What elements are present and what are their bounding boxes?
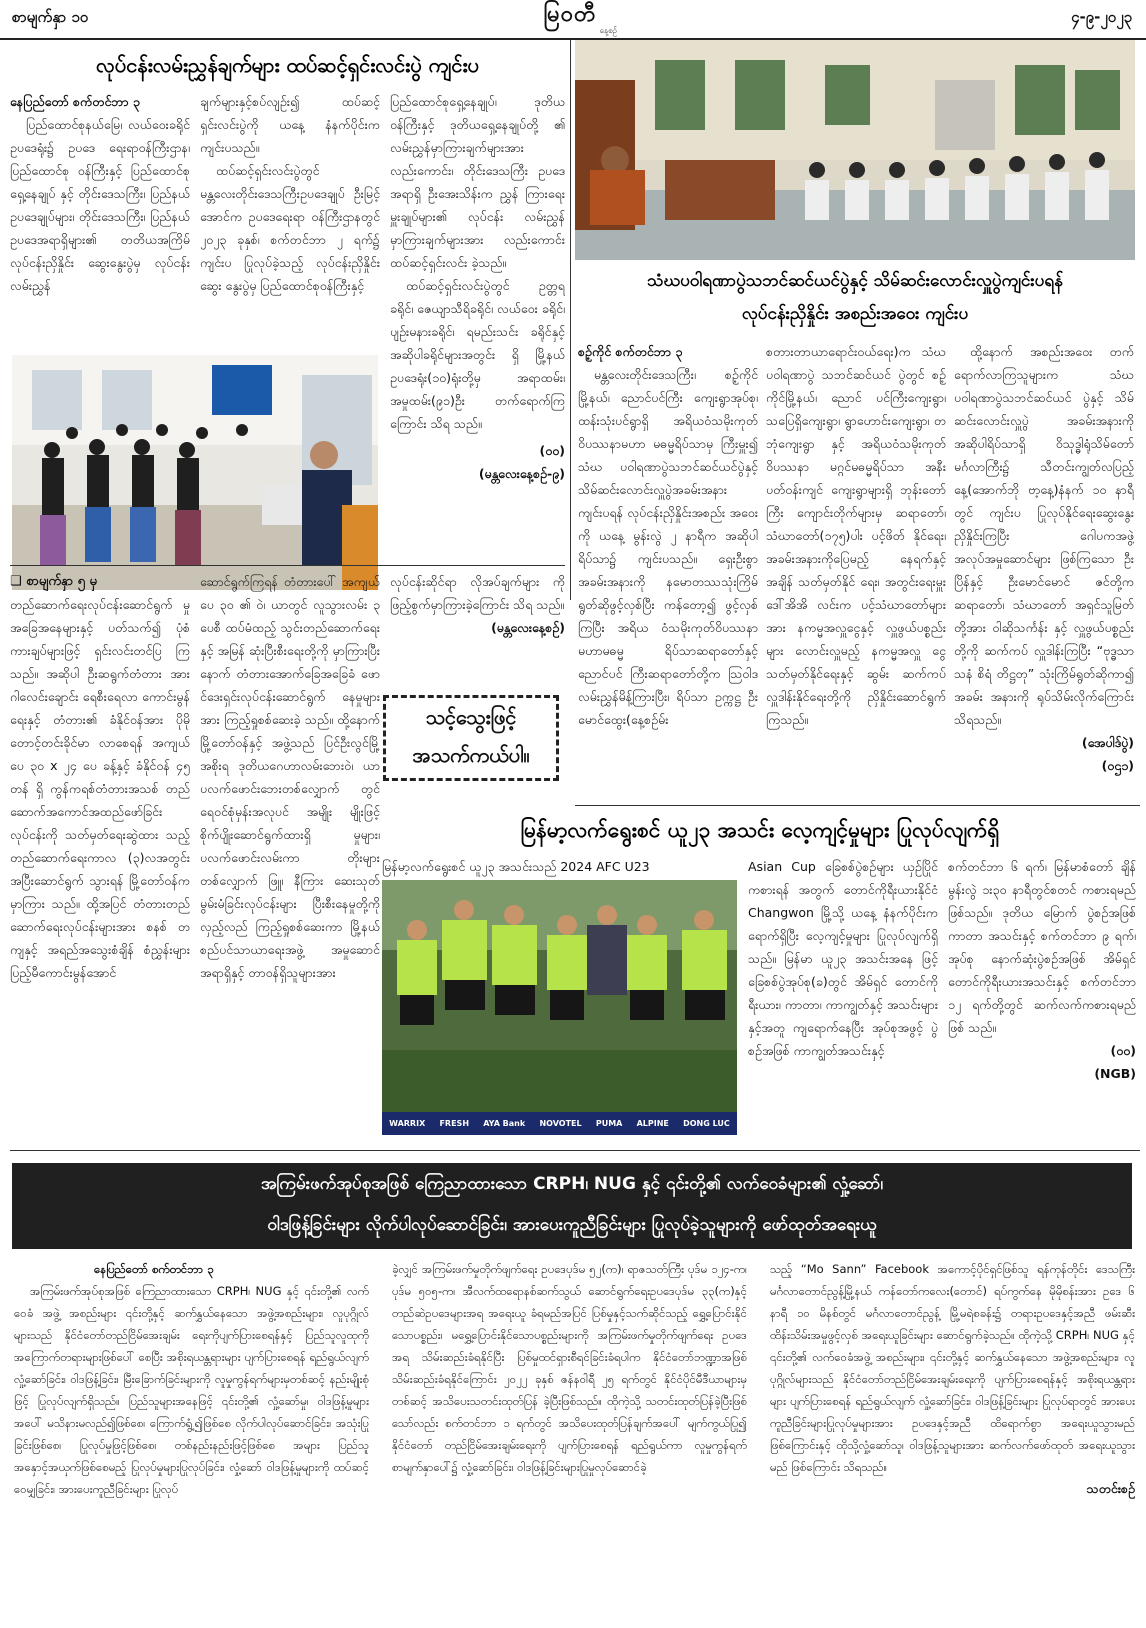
story2-column-2 [766,340,946,800]
story1-headline: လုပ်ငန်းလမ်းညွှန်ချက်များ ထပ်ဆင့်ရှင်းလင်းပွဲ ကျင်းပ [96,53,479,77]
story1-column-2 [200,90,380,350]
story1-cont-col1-text: တည်ဆောက်ရေးလုပ်ငန်းဆောင်ရွက် မှု အခြေအနေများနှင့် ပတ်သက်၍ ပုံစံကားချပ်များဖြင့် ရှင်းလင်းတင်ပြ ကြသည်။ အဆိုပါ ဦးဆရွက်တံတား အား ဂါလေင်းချောင်း ရေစီးရေလာ ကောင်းမွန်ရေးနှင့် တံတား၏ ခံနိုင်ဝန်အား ပိုမိုတောင့်တင်းခိုင်မာ လာစေရန် အကျယ် ပေ ၃၀ x ၂၄ ပေ ခန့်နှင့် ခံနိုင်ဝန် ၄၅ တန် ရှိ ကွန်ကရစ်တံတားအသစ် တည် ဆောက်အကောင်အထည်ဖော်ခြင်း လုပ်ငန်းကို သတ်မှတ်ရေးဆွဲထား သည့် တည်ဆောက်ရေးကာလ (၃)လအတွင်း အပြီးဆောင်ရွက် သွားရန် မြို့တော်ဝန်က မှာကြား သည်။ ထို့အပြင် တံတားတည် ဆောက်ရေးလုပ်ငန်းများအား စနစ် တကျနှင့် အရည်အသွေးစံချိန် စံညွှန်းများ ပြည့်မီကောင်းမွန်အောင် [10,597,190,980]
story1-col1-text: ပြည်ထောင်စုနယ်မြေ၊ လယ်ဝေးခရိုင် ဥပဒေရုံး၌ ဥပဒေ ရေးရာဝန်ကြီးဌာန၊ ပြည်ထောင်စု ဝန်ကြီးနှင့် ပြည်ထောင်စုရှေ့နေချုပ် နှင့် တိုင်းဒေသကြီး၊ ပြည်နယ် ဥပဒေချုပ်များ၊ တိုင်းဒေသကြီး၊ ပြည်နယ်ဥပဒေအရာရှိများ၏ တတိယအကြိမ် လုပ်ငန်းညှိနှိုင်း ဆွေးနွေးပွဲမှ လုပ်ငန်းလမ်းညွှန် [10,117,190,293]
sponsor-6: ALPINE [636,1119,669,1128]
story4-column-2 [392,1258,747,1623]
sponsor-1: WARRIX [389,1119,426,1128]
story4-col1-text: အကြမ်းဖက်အုပ်စုအဖြစ် ကြေညာထားသော CRPH၊ NUG နှင့် ၎င်းတို့၏ လက်ဝေခံ အဖွဲ့ အစည်းများ ၎င်းတို့နှင့် ဆက်နွှယ်နေသော အဖွဲ့အစည်းများ၊ လူပုဂ္ဂိုလ်များသည် နိုင်ငံတော်တည်ငြိမ်အေးချမ်း ရေးကိုပျက်ပြားစေရန်နှင့် ပြည်သူလူထုကို အကြောက်တရားများဖြစ်ပေါ် စေပြီး အစိုးရယန္တရားများ ပျက်ပြားစေရန် ရည်ရွယ်လျက် လှုံ့ဆော်ခြင်း၊ ဝါဒဖြန့်ခြင်း၊ မြီးခြောက်ခြင်းများကို လူမှုကွန်ရက်များမှတစ်ဆင့် နည်းမျိုးစုံဖြင့် ပြုလုပ်လျက်ရှိသည်။ ပြည်သူများအနေဖြင့် ၎င်းတို့၏ လှုံ့ဆော်မှု၊ ဝါဒဖြန့်မှုများအပေါ် မသိနားမလည်၍ဖြစ်စေ၊ ကြောက်ရွံ့၍ဖြစ်စေ လိုက်ပါလုပ်ဆောင်ခြင်း၊ အသုံးပြုခြင်းဖြစ်စေ၊ ပြုလုပ်မှုဖြင့်ဖြစ်စေ၊ တစ်နည်းနည်းဖြင့်ဖြစ်စေ အများ ပြည်သူ အနှောင့်အယှက်ဖြစ်စေမည့် ပြုလုပ်မှုများပြုလုပ်ခြင်း၊ လှုံ့ဆော် ဝါဒဖြန့်မှုများကို ထပ်ဆင့်ဝေမျှခြင်း၊ အားပေးကူညီခြင်းများ ပြုလုပ် [14,1284,369,1496]
story1-col3b-text: ထပ်ဆင့်ရှင်းလင်းပွဲတွင် ဥတ္တရ ခရိုင်၊ ဇေယျာသီရိခရိုင်၊ လယ်ဝေး ခရိုင်၊ ပျဉ်းမနားခရိုင်၊ ရမည်းသင်း ခရိုင်နှင့် အဆိုပါခရိုင်များအတွင်း ရှိ မြို့နယ်ဥပဒေရုံး(၁၀)ရုံးတို့မှ အရာထမ်း၊ အမှုထမ်း(၉၁)ဦး တက်ရောက်ကြကြောင်း သိရ သည်။ [390,278,565,431]
story4-column-3 [770,1258,1135,1623]
story3-intro [382,855,742,880]
story4-dateline: နေပြည်တော် စက်တင်ဘာ ၃ [94,1262,214,1276]
story4-col3-text: သည့် “Mo Sann” Facebook အကောင့်ပိုင်ရှင်ဖြစ်သူ ရန်ကုန်တိုင်း ဒေသကြီး မင်္ဂလာတောင်ညွန့်မြို့နယ် ကန်တော်ကလေး(တောင်) ရပ်ကွက်နေ မိုမိုစန်းအား ဥဒေ ၆ နာရီ ၁၀ မိနစ်တွင် မင်္ဂလာတောင်ညွန့် မြို့မရဲစခန်း၌ တရားဥပဒေနှင့်အညီ ဖမ်းဆီးထိန်းသိမ်းအမှုဖွင့်လှစ် အရေးယူခြင်းများ ဆောင်ရွက်ခဲ့သည်။ ထိုကဲ့သို့ CRPH၊ NUG နှင့် ၎င်းတို့၏ လက်ဝေခံအဖွဲ့ အစည်းများ၊ ၎င်းတို့နှင့် ဆက်နွှယ်နေသော အဖွဲ့အစည်းများ၊ လူပုဂ္ဂိုလ်များသည် နိုင်ငံတော်တည်ငြိမ်အေးချမ်းရေးကို ပျက်ပြားစေရန်နှင့် အစိုးရယန္တရား များ ပျက်ပြားစေရန် ရည်ရွယ်လျက် လှုံ့ဆော်ခြင်း၊ ဝါဒဖြန့်ခြင်းများ ပြုလုပ်ရာတွင် အားပေးကူညီခြင်းများပြုလုပ်မှုများအား ဥပဒေနှင့်အညီ ထိရောက်စွာ အရေးယူသွားမည်ဖြစ်ကြောင်းနှင့် ထိုသို့လှုံ့ဆော်သူ၊ ဝါဒဖြန့်သူများအား ဆက်လက်ဖော်ထုတ် အရေးယူသွားမည် ဖြစ်ကြောင်း သိရသည်။ [770,1262,1135,1474]
story1-cont-column-1 [10,570,190,1050]
story1-col3a-text: ပြည်ထောင်စုရှေ့နေချုပ်၊ ဒုတိယ ဝန်ကြီးနှင့် ဒုတိယရှေ့နေချုပ်တို့ ၏ လမ်းညွှန်မှာကြားချက်များအား လည်းကောင်း၊ တိုင်းဒေသကြီး ဥပဒေအရာရှိ ဦးအေးသိန်းက ညွှန် ကြားရေးမှူးချုပ်များ၏ လုပ်ငန်း လမ်းညွှန်မှာကြားချက်များအား လည်းကောင်း ထပ်ဆင့်ရှင်းလင်း ခဲ့သည်။ [390,94,565,270]
story2-photo [575,40,1135,260]
story3-headline: မြန်မာ့လက်ရွေးစင် ယူ၂၃ အသင်း လေ့ကျင့်မှုများ ပြုလုပ်လျက်ရှိ [520,818,1000,842]
story1-column-3 [390,90,565,555]
banner-line-1: အကြမ်းဖက်အုပ်စုအဖြစ် ကြေညာထားသော CRPH၊ NUG နှင့် ၎င်းတို့၏ လက်ဝေခံများ၏ လှုံ့ဆော်၊ [260,1174,884,1194]
story1-source: (မန္တလေးနေ့စဉ်-၉) [478,466,565,481]
sponsor-2: FRESH [439,1119,470,1128]
story2-col2-text: စတားတာယာရောင်းဝယ်ရေး)က သံဃပဝါရဏာပွဲ သဘင်ဆင်ယင် ပွဲတွင် စဉ့်ကိုင်မြို့နယ်၊ ညောင် ပင်ကြီးကျေးရွာ၊ သပြေရှိကျေးရွာ၊ ရွာဟောင်းကျေးရွာ၊ တဘုံကျေးရွာ နှင့် အရိယဝံသမိုးကုတ်ဝိပဿနာ မဂ္ဂင်မဓမ္မရိပ်သာ အနီးပတ်ဝန်းကျင် ကျေးရွာများရှိ ဘုန်းတော်ကြီး ကျောင်းတိုက်များမှ ဆရာတော်၊ သံဃာတော်(၁၇၅)ပါး ပင့်ဖိတ် နိုင်ရေး၊ အခမ်းအနားကိုပြေမည့် နေရက်နှင့် အချိန် သတ်မှတ်နိုင် ရေး၊ အတွင်းရေးမှူး ဒေါ်အိအိ လင်းက ပင့်သံဃာတော်များအား နကမ္မအလှူငွေနှင့် လှူဖွယ်ပစ္စည်း များ လောင်းလှူမည့် နကမ္မအလှူ ငွေ သတ်မှတ်နိုင်ရေးနှင့် ဆွမ်း ဆက်ကပ်လှူဒါန်းနိုင်ရေးတို့ကို ညှိနှိုင်းဆောင်ရွက်ကြသည်။ [766,344,946,727]
announcement-banner [12,1163,1132,1249]
story2-headline-line-1: သံဃပဝါရဏာပွဲသဘင်ဆင်ယင်ပွဲနှင့် သိမ်ဆင်းလောင်းလှူပွဲကျင်းပရန် [647,271,1063,291]
notice-line-2: အသက်ကယ်ပါ။ [412,743,530,767]
story1-photo [12,355,378,590]
story3-intro-text: မြန်မာ့လက်ရွေးစင် ယူ၂၃ အသင်းသည် 2024 AFC U23 [382,859,650,874]
story2-dateline: စဉ့်ကိုင် စက်တင်ဘာ ၃ [578,344,683,359]
story-divider [10,565,565,566]
notice-line-1: သင့်သွေးဖြင့် [425,705,517,729]
story3-credit: (ဝဝ) [1110,1043,1136,1058]
issue-date: ၄-၉-၂၀၂၃ [1071,8,1132,26]
sponsor-strip [382,1112,737,1135]
story4-column-1 [14,1258,369,1623]
story1-cont-column-2 [200,570,380,1050]
story3-column-3 [948,855,1136,1140]
story1-dateline: နေပြည်တော် စက်တင်ဘာ ၃ [10,94,140,109]
story2-column-3 [954,340,1134,800]
story2-col3-text: ထို့နောက် အစည်းအဝေး တက်ရောက်လာကြသူများက သံဃပဝါရဏာပွဲသဘင်ဆင်ယင် ပွဲနှင့် သိမ်ဆင်းလောင်းလှူပွဲ အခမ်းအနားကို အဆိုပါရိပ်သာရှိ ဝိသုဒ္ဓါရုံသိမ်တော်မင်္ဂလာကြီး၌ သီတင်းကျွတ်လပြည့်နေ့(အောက်ဘို ဗာ့နေ့)နံနက် ၁၀ နာရီတွင် ကျင်းပ ပြုလုပ်နိုင်ရေးဆွေးနွေးညှိနှိုင်းကြပြီး ဂေါပကအဖွဲ့အလုပ်အမှုဆောင်များ ဖြစ်ကြသော ဦးပြိန်နှင့် ဦးမောင်မောင် ဇင်တို့က ဆရာတော်၊ သံဃာတော် အရှင်သူမြတ်တို့အား ဝါဆိုသင်္ကန်း နှင့် လှူဖွယ်ပစ္စည်းတို့ကို ဆက်ကပ် လှူဒါန်းကြပြီး “ဗုဒ္ဓသာသနံ စိရံ တိဋ္ဌတု” သုံးကြိမ်ရွတ်ဆိုကာ၍ အခမ်း အနားကို ရုပ်သိမ်းလိုက်ကြောင်း သိရသည်။ [954,344,1134,727]
story4-col2-text: ခဲ့လျှင် အကြမ်းဖက်မှုတိုက်ဖျက်ရေး ဥပဒေပုဒ်မ ၅၂(က)၊ ရာဇသတ်ကြီး ပုဒ်မ ၁၂၄-က၊ ပုဒ်မ ၅၀၅-က၊ အီလက်ထရောနစ်ဆက်သွယ် ဆောင်ရွက်ရေးဥပဒေပုဒ်မ ၃၃(က)နှင့် တည်ဆဲဥပဒေများအရ အရေးယူ ခံရမည်အပြင် ပြစ်မှုနှင့်သက်ဆိုင်သည့် ရွှေ့ပြောင်းနိုင်သောပစ္စည်း၊ မရွှေ့ပြောင်းနိုင်သောပစ္စည်းများကို အကြမ်းဖက်မှုတိုက်ဖျက်ရေး ဥပဒေအရ သိမ်းဆည်းခံရနိုင်ပြီး ပြစ်မှုထင်ရှားစီရင်ခြင်းခံရပါက နိုင်ငံတော်ဘဏ္ဍာအဖြစ် သိမ်းဆည်းခံရနိုင်ကြောင်း ၂၀၂၂ ခုနှစ် ဇန်နဝါရီ ၂၅ ရက်တွင် နိုင်ငံပိုင်မီဒီယာများမှတစ်ဆင့် အသိပေးသတင်းထုတ်ပြန် ခဲ့ပြီးဖြစ်သည်။ ထိုကဲ့သို့ သတင်းထုတ်ပြန်ခဲ့ပြီးဖြစ်သော်လည်း စက်တင်ဘာ ၁ ရက်တွင် အသိပေးထုတ်ပြန်ချက်အပေါ် မျက်ကွယ်ပြု၍ နိုင်ငံတော် တည်ငြိမ်အေးချမ်းရေးကို ပျက်ပြားစေရန် ရည်ရွယ်ကာ လူမှုကွန်ရက် စာမျက်နှာပေါ်၌ လှုံ့ဆော်ခြင်း၊ ဝါဒဖြန့်ခြင်းများပြုမှုလုပ်ဆောင်ခဲ့ [392,1262,747,1474]
story1-cont-col3-text: လုပ်ငန်းဆိုင်ရာ လိုအပ်ချက်များ ကို ဖြည့်စွက်မှာကြားခဲ့ကြောင်း သိရ သည်။ [390,574,565,612]
story2-credit: (အေပါဒ်ပွဲ) [1081,735,1134,750]
sponsor-4: NOVOTEL [539,1119,582,1128]
story1-col2a-text: ချက်များနှင့်စပ်လျဉ်း၍ ထပ်ဆင့် ရှင်းလင်းပွဲကို ယနေ့ နံနက်ပိုင်းက ကျင်းပသည်။ [200,94,380,155]
page-header [0,0,1146,40]
banner-line-2: ဝါဒဖြန့်ခြင်းများ လိုက်ပါလုပ်ဆောင်ခြင်း၊ အားပေးကူညီခြင်းများ ပြုလုပ်ခဲ့သူများကို ဖော်ထုတ်အရေးယူ [267,1215,877,1235]
story-divider [10,1150,1140,1151]
story2-credit-2: (ဝဌ၁) [1101,758,1134,773]
story1-column-1 [10,90,190,350]
story3-photo [382,880,737,1135]
continued-label: ❑ စာမျက်နှာ ၅ မှ [10,574,97,589]
story2-column-1 [578,340,758,800]
page-number: စာမျက်နှာ ၁၀ [12,8,89,26]
story3-col3-text: စက်တင်ဘာ ၆ ရက်၊ မြန်မာစံတော် ချိန် မွန်းလွဲ ၁း၃၀ နာရီတွင်စတင် ကစားရမည် ဖြစ်သည်။ ဒုတိယ မြောက် ပွဲစဉ်အဖြစ် ကာတာ အသင်းနှင့် စက်တင်ဘာ ၉ ရက်၊ အုပ်စု နောက်ဆုံးပွဲစဉ်အဖြစ် အိမ်ရှင် တောင်ကိုရီးယားအသင်းနှင့် စက်တင်ဘာ ၁၂ ရက်တို့တွင် ဆက်လက်ကစားရမည် ဖြစ် သည်။ [948,859,1136,1035]
sponsor-7: DONG LUC [683,1119,730,1128]
sponsor-3: AYA Bank [483,1119,526,1128]
story3-source: (NGB) [1094,1066,1136,1081]
story2-headline-line-2: လုပ်ငန်းညှိနှိုင်း အစည်းအဝေး ကျင်းပ [741,304,969,324]
story2-col1-text: မန္တလေးတိုင်းဒေသကြီး၊ စဉ့်ကိုင်မြို့နယ်၊ ညောင်ပင်ကြီး ကျေးရွာအုပ်စု၊ ထန်းသုံးပင်ရွာရှိ အရိယဝံသမိုးကုတ်ဝိပဿနာမဟာ မဓမ္မရိပ်သာမှ ကြီးမှူး၍ သံဃ ပဝါရဏာပွဲသဘင်ဆင်ယင်ပွဲနှင့် သိမ်ဆင်းလောင်းလှူပွဲအခမ်းအနား ကျင်းပရန် လုပ်ငန်းညှိနှိုင်းအစည်း အဝေးကို ယနေ့ မွန်းလွဲ ၂ နာရီက အဆိုပါ ရိပ်သာ၌ ကျင်းပသည်။ ရှေးဦးစွာ အခမ်းအနားကို နမောတဿသုံးကြိမ်ရွတ်ဆိုဖွင့်လှစ်ပြီး ကန်တော့၍ ဖွင့်လှစ်ကြပြီး အရိယ ဝံသမိုးကုတ်ဝိပဿနာ မဟာမဓမ္မ ရိပ်သာဆရာတော်နှင့် ညောင်ပင် ကြီးဆရာတော်တို့က ဩဝါဒ လမ်းညွှန်မိန့်ကြားပြီး၊ ရိပ်သာ ဥက္ကဋ္ဌ ဦးမောင်ထွေး(နေ့စဉ်မ်း [578,367,758,727]
story3-column-2 [748,855,938,1140]
story1-cont-col2-text: ဆောင်ရွက်ကြရန် တံတားပေါ် အကျယ် ပေ ၃၀ ၏ ဝဲ၊ ယာတွင် လူသွားလမ်း ၃ ပေစီ ထပ်မံထည့် သွင်းတည်ဆောက်ရေးနှင့် အမြန် ဆုံးပြီးစီးရေးတို့ကို မှာကြားပြီး နောက် တံတားအောက်ခြေအခြေခံ ဖောင်ဒေးရှင်းလုပ်ငန်းဆောင်ရွက် နေမှုများအား ကြည့်ရှုစစ်ဆေးခဲ့ သည်။ ထို့နောက် မြို့တော်ဝန်နှင့် အဖွဲ့သည် ပြင်ဦးလွင်မြို့အစိုးရ ဒုတိယဂေဟာလမ်းဘေးဝဲ၊ ယာ ပလက်ဖောင်းဘေးတစ်လျှောက် တွင် ရေဝင်စုံမှန်းအလုပင် အမျိုး မျိုးဖြင့် စိုက်ပျိုးဆောင်ရွက်ထားရှိ မှုများ၊ ပလက်ဖောင်းလမ်းကာ တိုးများ တစ်လျှောက် ဖြူ၊ နီကြား ဆေးသုတ်မွမ်းမံခြင်းလုပ်ငန်းများ ပြီးစီးနေမှုတို့ကို လှည့်လည် ကြည့်ရှုစစ်ဆေးကာ မြို့နယ် စည်ပင်သာယာရေးအဖွဲ့ အမှုဆောင် အရာရှိနှင့် တာဝန်ရှိသူများအား [200,574,380,980]
story4-source: သတင်းစဉ် [1086,1481,1135,1496]
story1-cont-source: (မန္တလေးနေ့စဉ်) [491,620,565,635]
column-divider [570,40,571,600]
masthead-subtitle: နေ့စဉ် [599,26,617,35]
blood-donation-notice [383,695,559,781]
story3-col2-text: Asian Cup ခြေစစ်ပွဲစဉ်များ ယှဉ်ပြိုင် ကစားရန် အတွက် တောင်ကိုရီးယားနိုင်ငံ Changwon မြို့သို့ ယနေ့ နံနက်ပိုင်းက ရောက်ရှိပြီး လေ့ကျင့်မှုများ ပြုလုပ်လျက်ရှိသည်။ မြန်မာ ယူ၂၃ အသင်းအနေ ဖြင့် ခြေစစ်ပွဲအုပ်စု(ခ)တွင် အိမ်ရှင် တောင်ကိုရီးယား၊ ကာတာ၊ ကာကျွတ်နှင့် အသင်းများနှင့်အတူ ကျရောက်နေပြီး အုပ်စုအဖွင့် ပွဲစဉ်အဖြစ် ကာကျွတ်အသင်းနှင့် [748,859,938,1058]
sponsor-5: PUMA [595,1119,623,1128]
story-divider [575,805,1140,806]
story1-cont-column-3 [390,570,565,670]
masthead-logo [505,2,635,36]
story1-col2b-text: ထပ်ဆင့်ရှင်းလင်းပွဲတွင် မန္တလေးတိုင်းဒေသကြီးဥပဒေချုပ် ဦးမြင့်အောင်က ဥပဒေရေးရာ ဝန်ကြီးဌာနတွင် ၂၀၂၃ ခုနှစ်၊ စက်တင်ဘာ ၂ ရက်၌ ကျင်းပ ပြုလုပ်ခဲ့သည့် လုပ်ငန်းညှိနှိုင်းဆွေး နွေးပွဲမှ ပြည်ထောင်စုဝန်ကြီးနှင့် [200,163,380,293]
masthead-title: မြဝတီ [543,1,597,27]
story1-credit: (ဝဝ) [539,443,565,458]
